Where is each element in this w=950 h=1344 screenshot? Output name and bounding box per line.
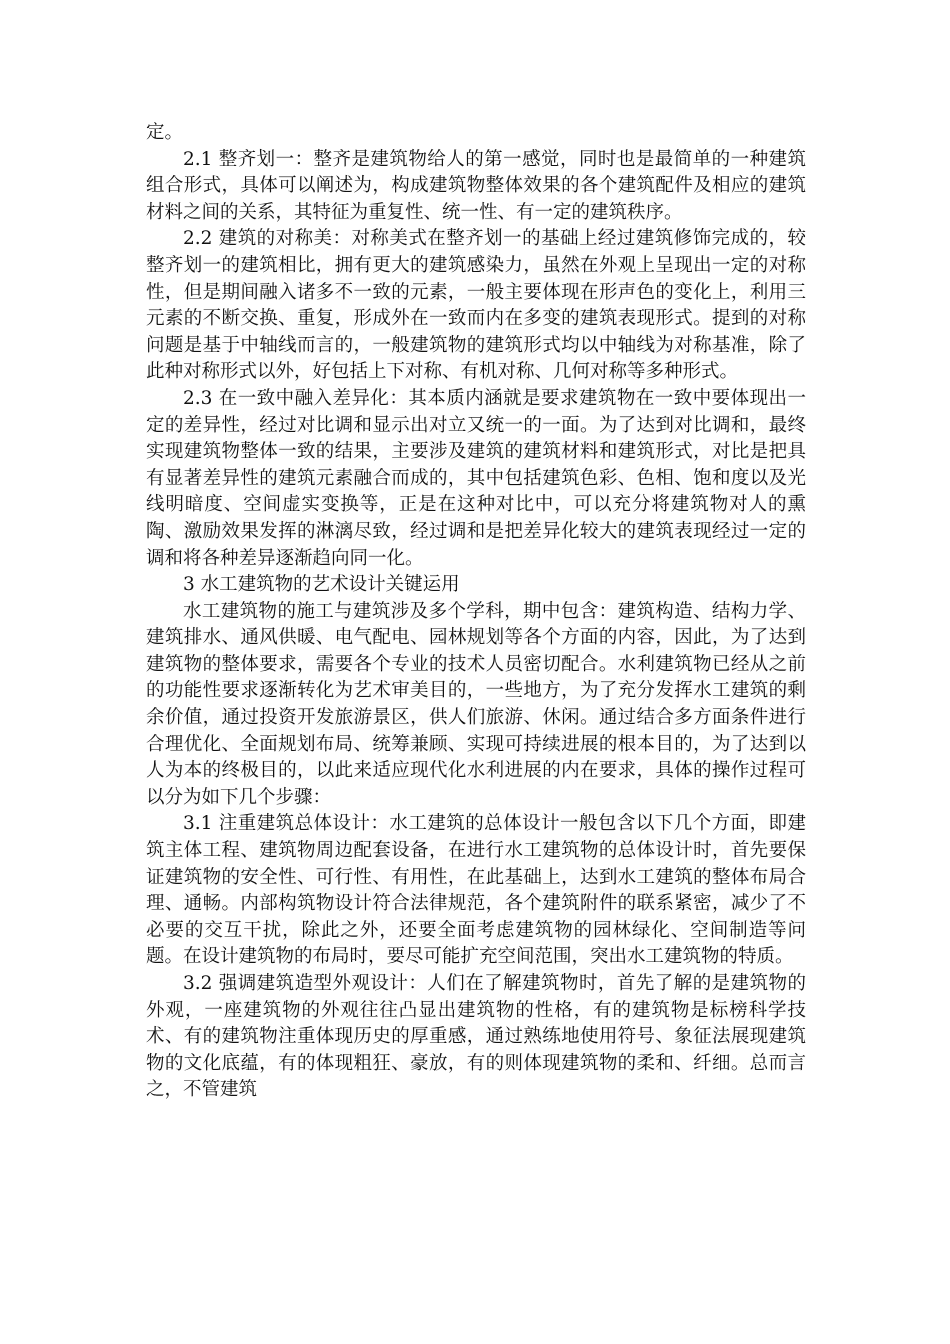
body-text	[146, 120, 806, 1104]
paragraph-2-3: 2.3 在一致中融入差异化：其本质内涵就是要求建筑物在一致中要体现出一定的差异性，经过对比调和显示出对立又统一的一面。为了达到对比调和，最终实现建筑物整体一致的结果，主要涉及建筑的建筑材料和建筑形式，对比是把具有显著差异性的建筑元素融合而成的，其中包括建筑色彩、色相、饱和度以及光线明暗度、空间虚实变换等，正是在这种对比中，可以充分将建筑物对人的熏陶、激励效果发挥的淋漓尽致，经过调和是把差异化较大的建筑表现经过一定的调和将各种差异逐渐趋向同一化。	[146, 387, 806, 569]
paragraph-3-intro: 水工建筑物的施工与建筑涉及多个学科，期中包含：建筑构造、结构力学、建筑排水、通风供暖、电气配电、园林规划等各个方面的内容，因此，为了达到建筑物的整体要求，需要各个专业的技术人员密切配合。水利建筑物已经从之前的功能性要求逐渐转化为艺术审美目的，一些地方，为了充分发挥水工建筑的剩余价值，通过投资开发旅游景区，供人们旅游、休闲。通过结合多方面条件进行合理优化、全面规划布局、统筹兼顾、实现可持续进展的根本目的，为了达到以人为本的终极目的，以此来适应现代化水利进展的内在要求，具体的操作过程可以分为如下几个步骤：	[146, 600, 806, 808]
paragraph-continuation: 定。	[146, 122, 184, 143]
paragraph-3-1: 3.1 注重建筑总体设计：水工建筑的总体设计一般包含以下几个方面，即建筑主体工程、建筑物周边配套设备，在进行水工建筑物的总体设计时，首先要保证建筑物的安全性、可行性、有用性，在此基础上，达到水工建筑的整体布局合理、通畅。内部构筑物设计符合法律规范，各个建筑附件的联系紧密，减少了不必要的交互干扰，除此之外，还要全面考虑建筑物的园林绿化、空间制造等问题。在设计建筑物的布局时，要尽可能扩充空间范围，突出水工建筑物的特质。	[146, 813, 806, 968]
paragraph-2-2: 2.2 建筑的对称美：对称美式在整齐划一的基础上经过建筑修饰完成的，较整齐划一的建筑相比，拥有更大的建筑感染力，虽然在外观上呈现出一定的对称性，但是期间融入诸多不一致的元素，一般主要体现在形声色的变化上，利用三元素的不断交换、重复，形成外在一致而内在多变的建筑表现形式。提到的对称问题是基于中轴线而言的，一般建筑物的建筑形式均以中轴线为对称基准，除了此种对称形式以外，好包括上下对称、有机对称、几何对称等多种形式。	[146, 228, 806, 383]
paragraph-3-2: 3.2 强调建筑造型外观设计：人们在了解建筑物时，首先了解的是建筑物的外观，一座建筑物的外观往往凸显出建筑物的性格，有的建筑物是标榜科学技术、有的建筑物注重体现历史的厚重感，通过熟练地使用符号、象征法展现建筑物的文化底蕴，有的体现粗狂、豪放，有的则体现建筑物的柔和、纤细。总而言之，不管建筑	[146, 973, 806, 1101]
section-heading-3: 3 水工建筑物的艺术设计关键运用	[183, 574, 460, 596]
paragraph-2-1: 2.1 整齐划一：整齐是建筑物给人的第一感觉，同时也是最简单的一种建筑组合形式，具体可以阐述为，构成建筑物整体效果的各个建筑配件及相应的建筑材料之间的关系，其特征为重复性、统一性、有一定的建筑秩序。	[146, 148, 806, 223]
